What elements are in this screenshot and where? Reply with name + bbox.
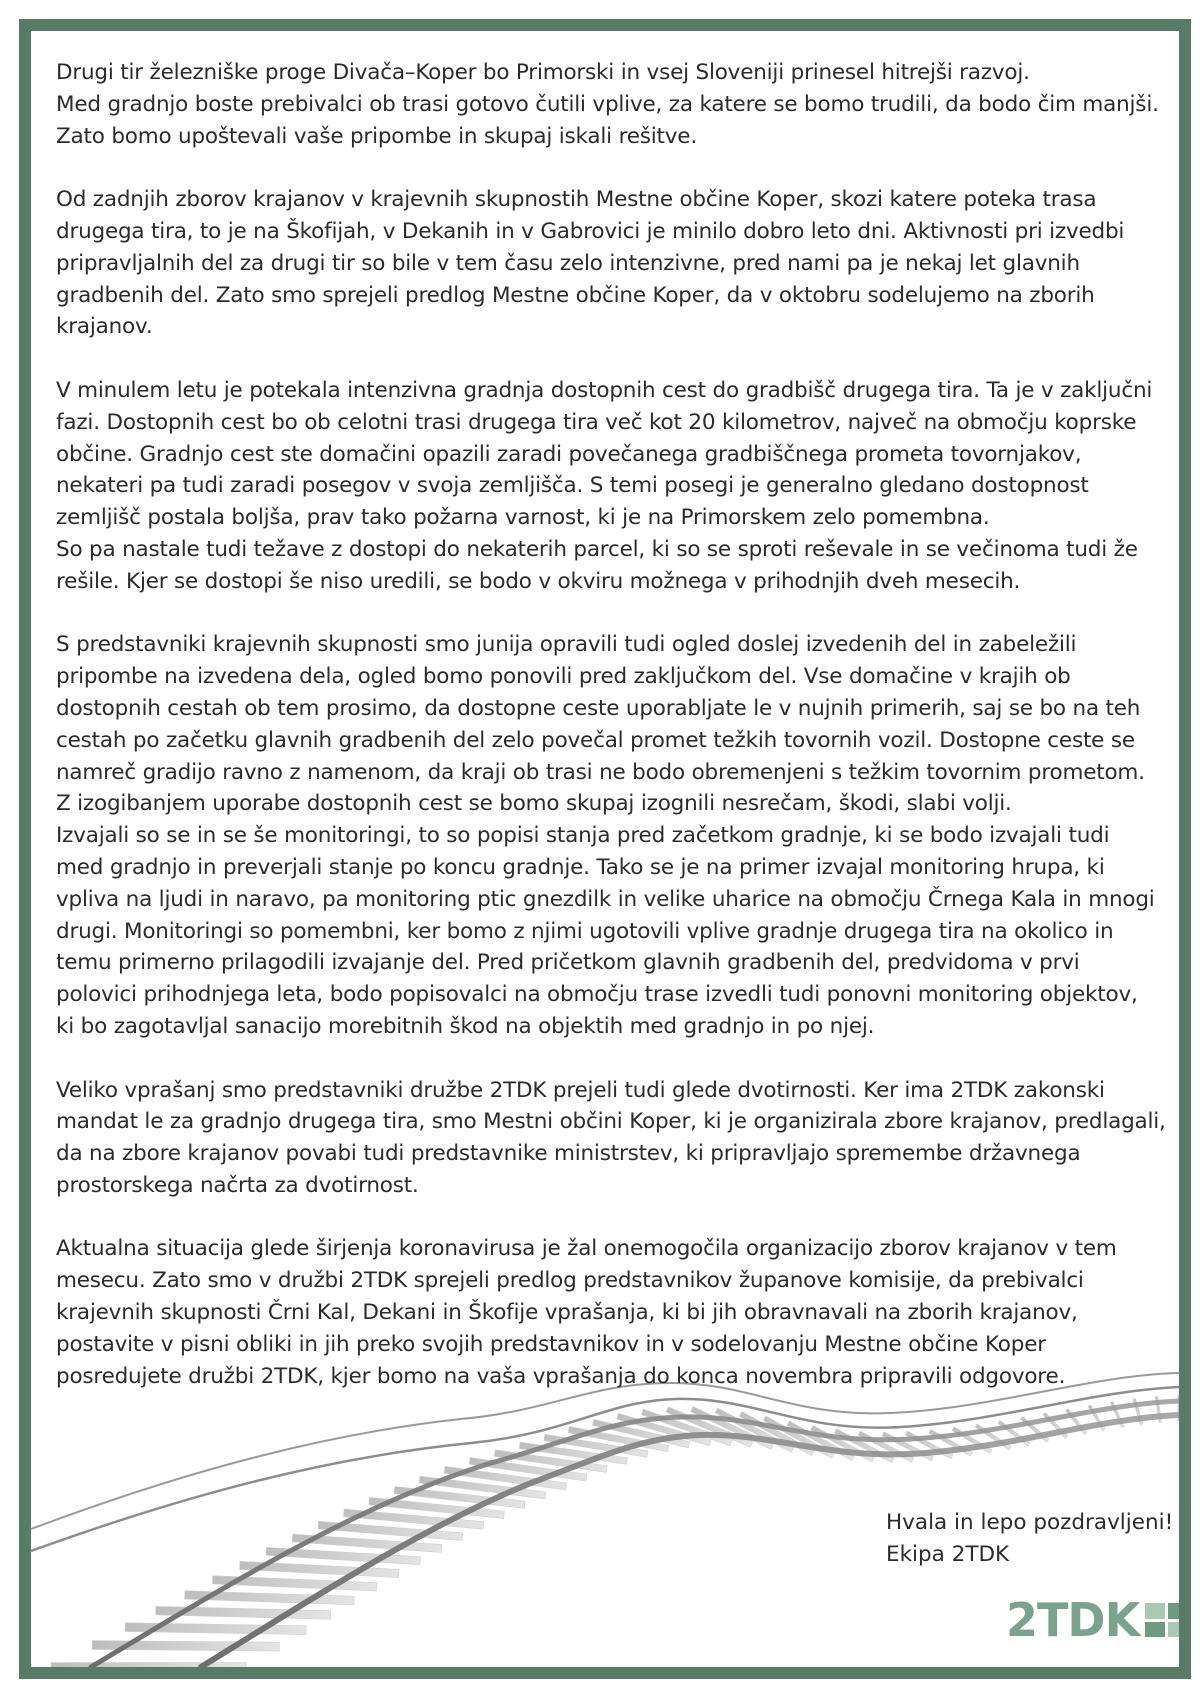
text-line: dostopnih cestah ob tem prosimo, da dostopne ceste uporabljate le v nujnih primerih, saj se bo na teh: [56, 695, 1141, 721]
text-line: polovici prihodnjega leta, bodo popisovalci na območju trase izvedli tudi ponovni monitoring objektov,: [56, 982, 1138, 1008]
text-line: da na zbore krajanov povabi tudi predstavnike ministrstev, ki pripravljajo spremembe državnega: [56, 1141, 1081, 1167]
text-line: pripravljalnih del za drugi tir so bile v tem času zelo intenzivne, pred nami pa je nekaj let glavnih: [56, 250, 1080, 276]
text-line: V minulem letu je potekala intenzivna gradnja dostopnih cest do gradbišč drugega tira. Ta je v zaključni: [56, 377, 1153, 403]
text-line: temu primerno prilagodili izvajanje del. Pred pričetkom glavnih gradbenih del, predvidoma v prvi: [56, 950, 1080, 976]
text-line: pripombe na izvedena dela, ogled bomo ponovili pred zaključkom del. Vse domačine v krajih ob: [56, 664, 1071, 690]
closing-greeting: Hvala in lepo pozdravljeni!: [886, 1510, 1174, 1535]
text-line: S predstavniki krajevnih skupnosti smo junija opravili tudi ogled doslej izvedenih del in zabeležili: [56, 632, 1077, 658]
logo-text: 2TDK: [1006, 1593, 1140, 1647]
text-line: drugi. Monitoringi so pomembni, ker bomo z njimi ugotovili vplive gradnje drugega tira na okolico in: [56, 918, 1114, 944]
logo-mark-cell: [1145, 1603, 1165, 1619]
text-line: gradbenih del. Zato smo sprejeli predlog Mestne občine Koper, da v oktobru sodelujemo na zborih: [56, 282, 1095, 308]
logo-mark-icon: [1145, 1603, 1187, 1637]
paragraph: [56, 1075, 1186, 1202]
paragraph: [56, 184, 1186, 343]
text-line: občine. Gradnjo cest ste domačini opazili zaradi povečanega gradbiščnega prometa tovornjakov,: [56, 441, 1082, 467]
text-line: zemljišč postala boljša, prav tako požarna varnost, ki je na Primorskem zelo pomembna.: [56, 505, 990, 531]
text-line: Zato bomo upoštevali vaše pripombe in skupaj iskali rešitve.: [56, 123, 697, 149]
text-line: ki bo zagotavljal sanacijo morebitnih škod na objektih med gradnjo in po njej.: [56, 1013, 875, 1039]
text-line: Drugi tir železniške proge Divača–Koper bo Primorski in vsej Sloveniji prinesel hitrejši razvoj.: [56, 60, 1030, 85]
text-line: So pa nastale tudi težave z dostopi do nekaterih parcel, ki so se sproti reševale in se večinoma tudi že: [56, 536, 1138, 562]
closing-block: [886, 1507, 1173, 1571]
text-line: Veliko vprašanj smo predstavniki družbe 2TDK prejeli tudi glede dvotirnosti. Ker ima 2TDK zakonski: [56, 1077, 1105, 1103]
text-line: cestah po začetku glavnih gradbenih del zelo povečal promet težkih tovornih vozil. Dostopne ceste se: [56, 727, 1135, 753]
document-frame: [19, 19, 1191, 1679]
closing-signature: Ekipa 2TDK: [886, 1541, 1010, 1567]
text-line: postavite v pisni obliki in jih preko svojih predstavnikov in v sodelovanju Mestne občine Koper: [56, 1331, 1046, 1357]
text-line: krajevnih skupnosti Črni Kal, Dekani in Škofije vprašanja, ki bi jih obravnavali na zborih krajanov,: [56, 1300, 1078, 1326]
paragraph: [56, 375, 1186, 598]
logo-mark-cell: [1168, 1603, 1188, 1619]
railway-tie: [51, 1663, 246, 1668]
text-line: nekateri pa tudi zaradi posegov v svoja zemljišča. S temi posegi je generalno gledano dostopnost: [56, 473, 1089, 499]
logo-mark-cell: [1168, 1622, 1188, 1638]
text-line: med gradnjo in preverjali stanje po koncu gradnje. Tako se je na primer izvajal monitoring hrupa, ki: [56, 854, 1105, 880]
text-line: krajanov.: [56, 314, 153, 340]
logo-mark-cell: [1145, 1622, 1165, 1638]
text-line: Z izogibanjem uporabe dostopnih cest se bomo skupaj izognili nesrečam, škodi, slabi volji.: [56, 791, 1012, 817]
text-line: prostorskega načrta za dvotirnost.: [56, 1172, 419, 1198]
2tdk-logo: [1006, 1593, 1187, 1647]
text-line: Izvajali so se in se še monitoringi, to so popisi stanja pred začetkom gradnje, ki se bodo izvajali tudi: [56, 823, 1110, 849]
text-line: fazi. Dostopnih cest bo ob celotni trasi drugega tira več kot 20 kilometrov, največ na območju koprske: [56, 409, 1137, 435]
text-line: Aktualna situacija glede širjenja koronavirusa je žal onemogočila organizacijo zborov krajanov v tem: [56, 1236, 1117, 1262]
paragraph: [56, 1233, 1186, 1392]
paragraph: [56, 629, 1186, 1042]
text-line: rešile. Kjer se dostopi še niso uredili, se bodo v okviru možnega v prihodnjih dveh mesecih.: [56, 568, 1021, 594]
document-body: [56, 57, 1186, 1424]
text-line: mandat le za gradnjo drugega tira, smo Mestni občini Koper, ki je organizirala zbore krajanov, predlagali,: [56, 1109, 1166, 1135]
text-line: Od zadnjih zborov krajanov v krajevnih skupnostih Mestne občine Koper, skozi katere poteka trasa: [56, 187, 1097, 213]
text-line: drugega tira, to je na Škofijah, v Dekanih in v Gabrovici je minilo dobro leto dni. Aktivnosti pri izvedbi: [56, 218, 1125, 244]
text-line: namreč gradijo ravno z namenom, da kraji ob trasi ne bodo obremenjeni s težkim tovornim prometom.: [56, 759, 1145, 785]
text-line: Med gradnjo boste prebivalci ob trasi gotovo čutili vplive, za katere se bomo trudili, da bodo čim manjši.: [56, 91, 1159, 117]
text-line: mesecu. Zato smo v družbi 2TDK sprejeli predlog predstavnikov županove komisije, da prebivalci: [56, 1268, 1084, 1294]
paragraph: [56, 57, 1186, 152]
text-line: vpliva na ljudi in naravo, pa monitoring ptic gnezdilk in velike uharice na območju Črnega Kala in mnogi: [56, 886, 1155, 912]
text-line: posredujete družbi 2TDK, kjer bomo na vaša vprašanja do konca novembra pripravili odgovore.: [56, 1363, 1066, 1389]
